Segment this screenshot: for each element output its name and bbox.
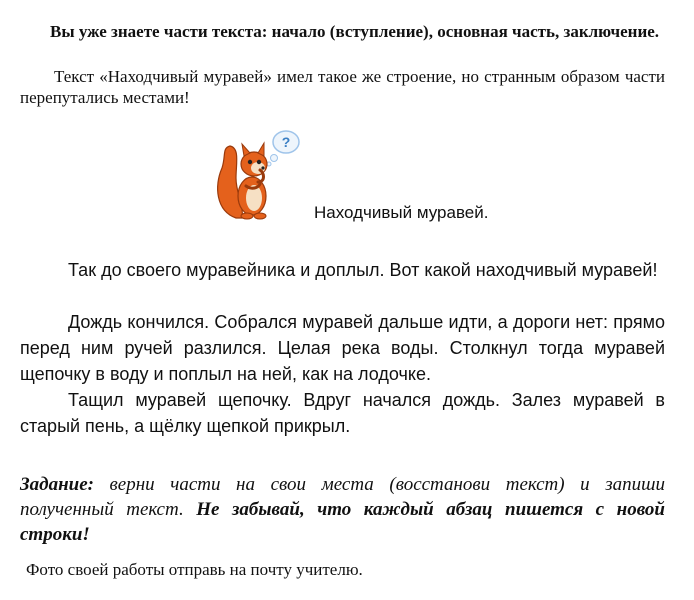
task-label: Задание: <box>20 474 94 495</box>
task-text: верни части на свои места (восстанови текст) и запиши полученный текст. <box>20 474 665 520</box>
footer-note: Фото своей работы отправь на почту учителю. <box>26 560 363 579</box>
question-mark: ? <box>281 134 291 150</box>
task-emphasis: Не забывай, что каждый абзац пишется с новой строки! <box>20 499 665 545</box>
intro-bold-line: Вы уже знаете части текста: начало (вступление), основная часть, заключение. <box>50 22 660 41</box>
intro-text: Текст «Находчивый муравей» имел такое же строение, но странным образом части перепутались местами! <box>20 67 665 107</box>
story-paragraph: Дождь кончился. Собрался муравей дальше идти, а дороги нет: прямо перед ним ручей разлился. Целая река воды. Столкнул тогда муравей щепочку в воду и поплыл на ней, как на лодочке. <box>20 312 665 384</box>
story-paragraph: Так до своего муравейника и доплыл. Вот какой находчивый муравей! <box>68 260 658 280</box>
story-paragraph: Тащил муравей щепочку. Вдруг начался дождь. Залез муравей в старый пень, а щёлку щепкой прикрыл. <box>20 390 665 436</box>
story-title: Находчивый муравей. <box>314 203 489 222</box>
task-block <box>20 472 665 547</box>
squirrel-thinking-icon <box>214 126 306 224</box>
